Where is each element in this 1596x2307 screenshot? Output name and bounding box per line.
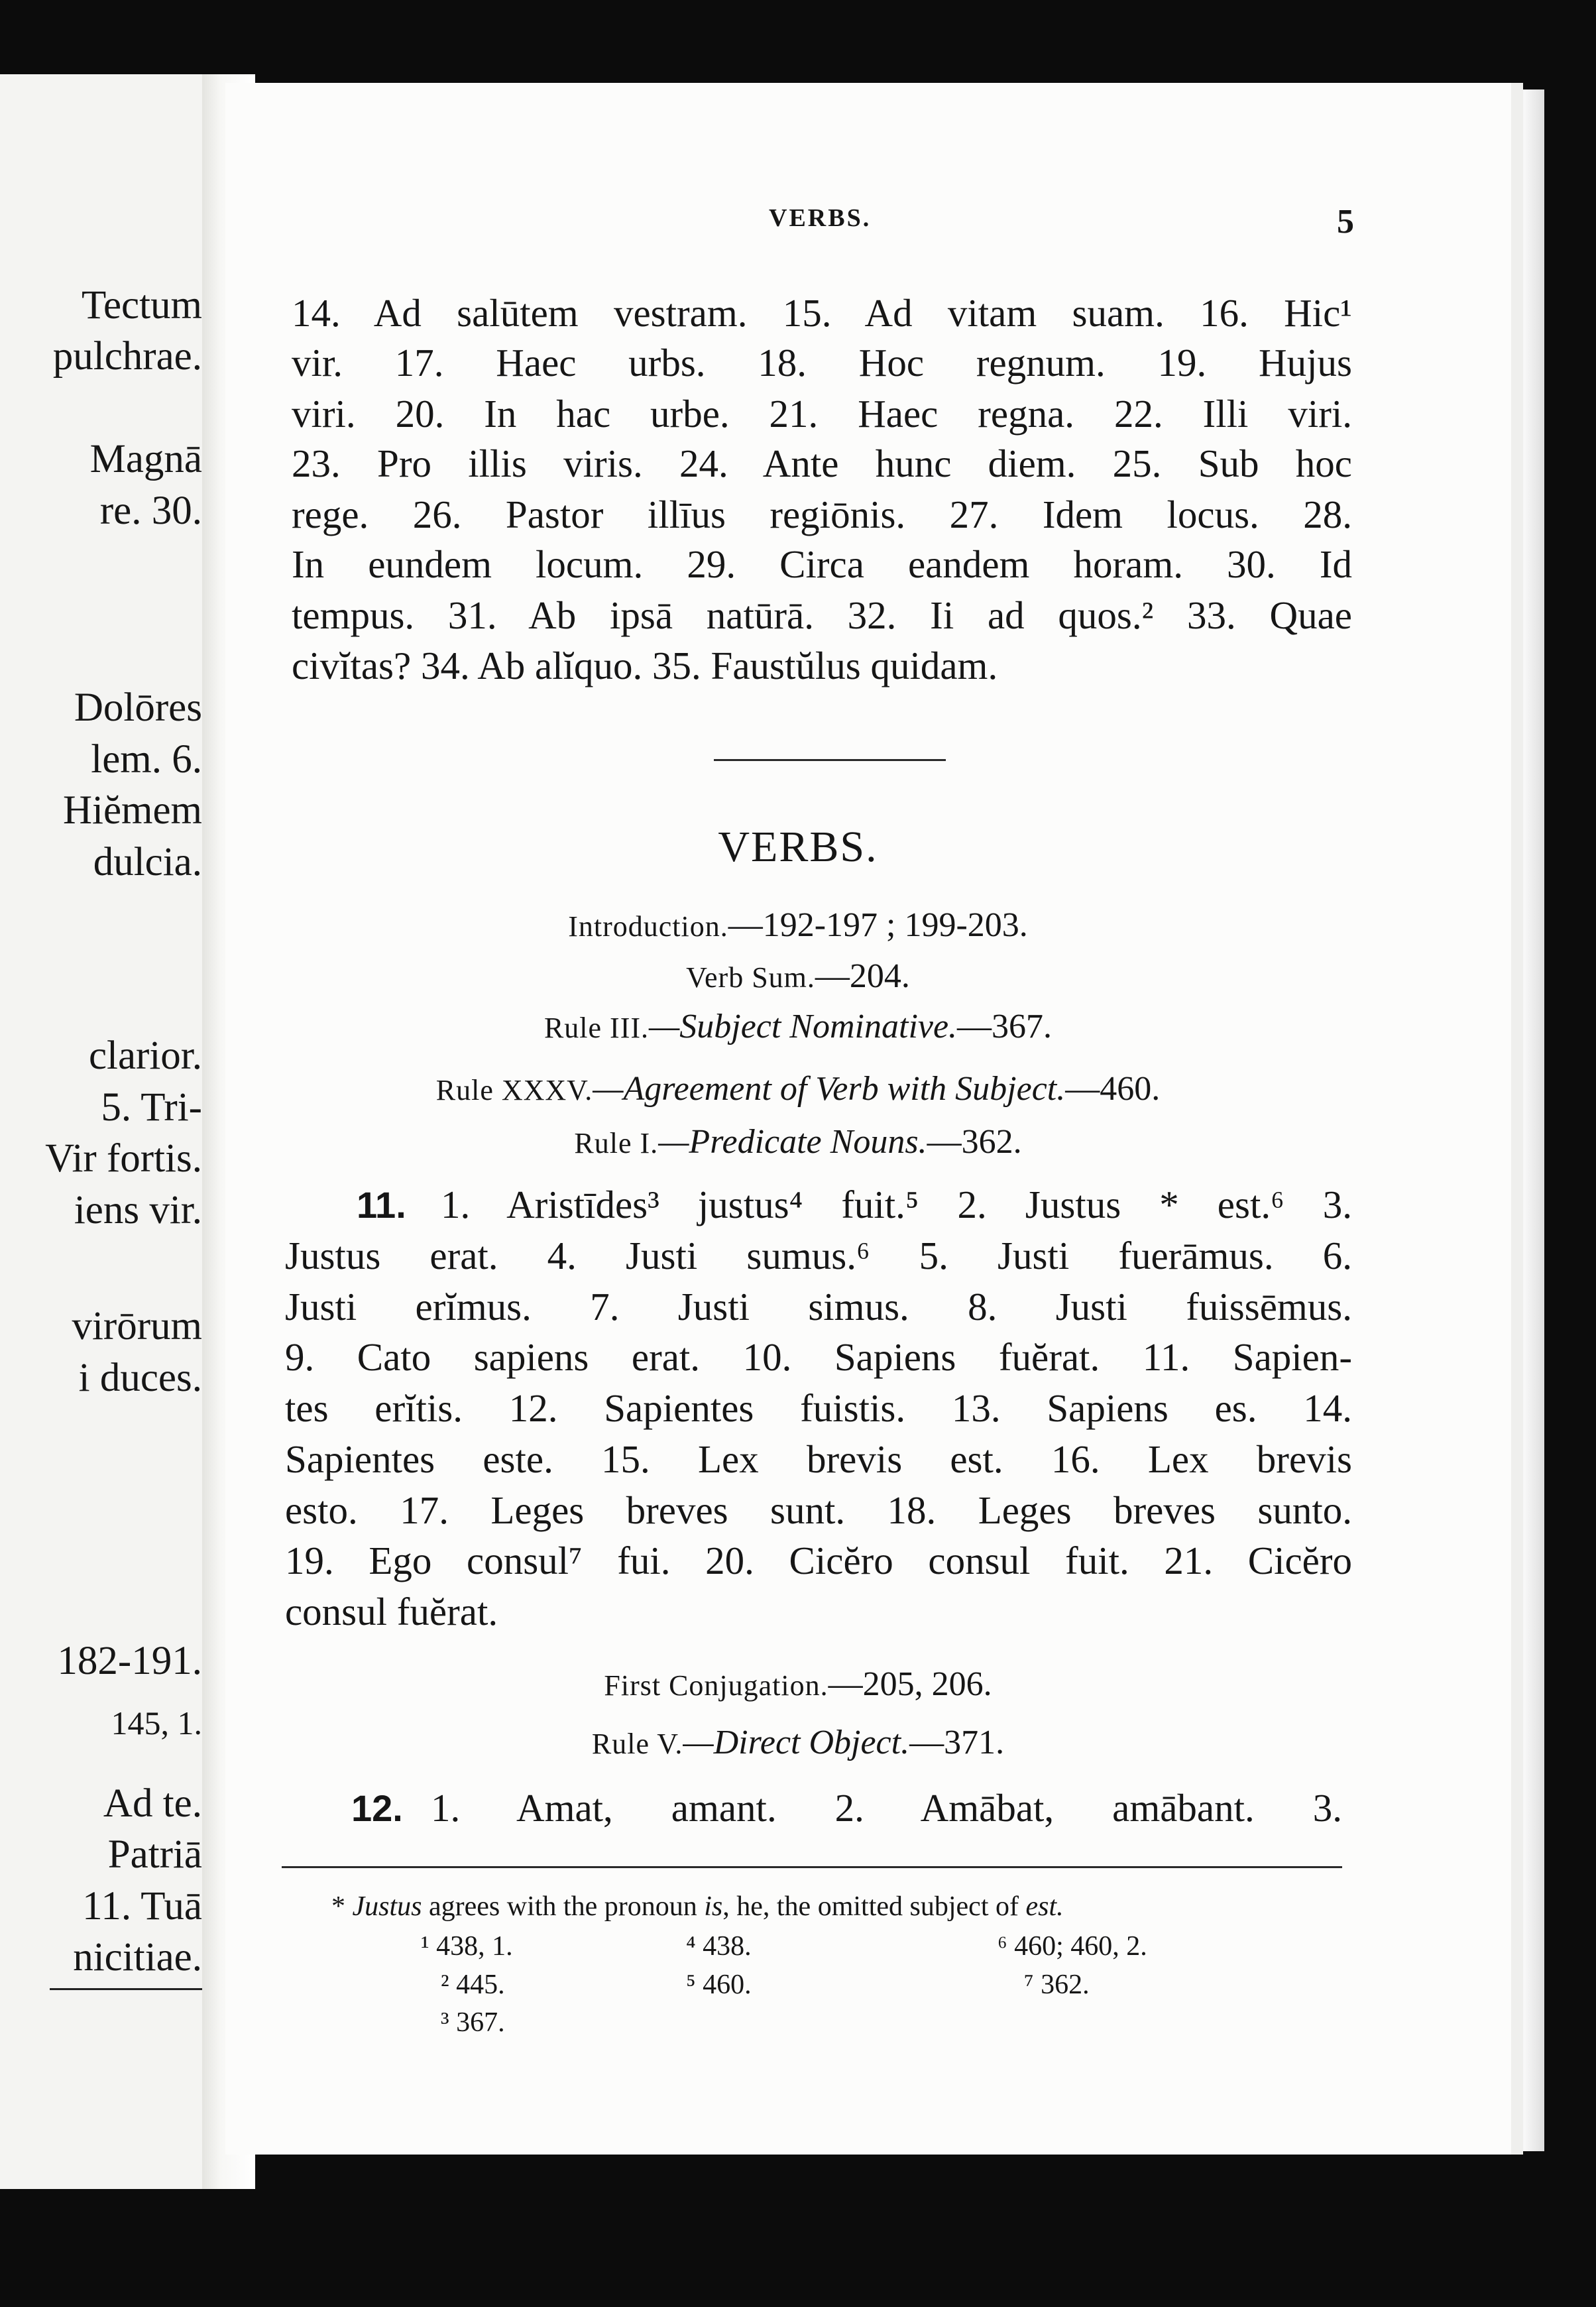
heading-label: Rule V. — [591, 1728, 683, 1760]
footnote-word: Justus — [352, 1891, 422, 1922]
heading-verb-sum — [0, 959, 1596, 994]
left-page-line: dulcia. — [93, 840, 202, 884]
footnote-star — [331, 1893, 1064, 1921]
footnote-ref: ¹ 438, 1. — [421, 1931, 513, 1962]
left-page-line: 182-191. — [57, 1639, 202, 1683]
text-line: In eundem locum. 29. Circa eandem horam. 30. Id — [292, 542, 1352, 586]
left-page-line: clarior. — [88, 1034, 202, 1078]
footnote-text: , he, the omitted subject of — [722, 1891, 1026, 1922]
text-line: civĭtas? 34. Ab alĭquo. 35. Faustŭlus quidam. — [292, 644, 998, 687]
footnote-ref: ³ 367. — [441, 2007, 505, 2038]
footnote-ref: ⁵ 460. — [686, 1970, 752, 2000]
footnote-ref: ⁷ 362. — [1024, 1970, 1090, 2000]
left-page-rule — [50, 1988, 202, 1990]
heading-title: —Subject Nominative. — [649, 1008, 958, 1045]
heading-refs: —192-197 ; 199-203. — [728, 906, 1028, 944]
left-page-line: lem. 6. — [91, 737, 202, 782]
footnote-rule — [282, 1866, 1342, 1868]
left-page-line: 145, 1. — [111, 1704, 202, 1742]
heading-label: Rule XXXV. — [435, 1074, 593, 1106]
heading-refs: —362. — [927, 1123, 1022, 1161]
text-line: 14. Ad salūtem vestram. 15. Ad vitam suam. 16. Hic¹ — [292, 291, 1352, 335]
text-line: Sapientes este. 15. Lex brevis est. 16. Lex brevis — [285, 1437, 1352, 1481]
footnote-word: est. — [1025, 1891, 1064, 1922]
left-page-line: Patriā — [107, 1832, 202, 1877]
exercise-number: 12. — [351, 1787, 403, 1829]
text-line: 23. Pro illis viris. 24. Ante hunc diem. 25. Sub hoc — [292, 442, 1352, 485]
footnote-mark: * — [331, 1891, 345, 1922]
heading-label: Introduction. — [568, 910, 728, 943]
left-page-line: Hiĕmem — [62, 788, 202, 833]
left-page-line: Vir fortis. — [45, 1136, 202, 1181]
heading-refs: —204. — [815, 957, 910, 995]
exercise-number: 11. — [357, 1184, 406, 1226]
text-line: 1. Aristīdes³ justus⁴ fuit.⁵ 2. Justus * est.⁶ 3. — [441, 1183, 1352, 1226]
text-line: consul fuĕrat. — [285, 1590, 498, 1633]
heading-introduction — [0, 908, 1596, 943]
text-line: tes erĭtis. 12. Sapientes fuistis. 13. Sapiens es. 14. — [285, 1386, 1352, 1430]
footnote-word: is — [704, 1891, 723, 1922]
heading-refs: —371. — [909, 1724, 1005, 1761]
left-page-line: Magnā — [89, 437, 202, 481]
left-page-line: i duces. — [78, 1356, 202, 1400]
heading-title: —Direct Object. — [683, 1724, 910, 1761]
left-page-line: iens vir. — [74, 1188, 202, 1232]
text-line: 9. Cato sapiens erat. 10. Sapiens fuĕrat. 11. Sapien- — [285, 1335, 1352, 1379]
heading-rule-35 — [0, 1072, 1596, 1106]
heading-title: —Predicate Nouns. — [658, 1123, 927, 1161]
heading-label: Rule III. — [543, 1012, 650, 1044]
heading-title: —Agreement of Verb with Subject. — [593, 1070, 1066, 1108]
heading-refs: —460. — [1065, 1070, 1161, 1108]
left-page-line: Tectum — [81, 283, 202, 327]
left-page-line: pulchrae. — [52, 334, 202, 379]
left-page-line: Ad te. — [103, 1781, 202, 1826]
left-page-line: 5. Tri- — [101, 1085, 202, 1130]
footnote-text: agrees with the pronoun — [422, 1891, 705, 1922]
text-line: vir. 17. Haec urbs. 18. Hoc regnum. 19. Hujus — [292, 341, 1352, 384]
section-divider — [714, 759, 946, 761]
text-line: viri. 20. In hac urbe. 21. Haec regna. 22. Illi viri. — [292, 392, 1352, 436]
text-line: 1. Amat, amant. 2. Amābat, amābant. 3. — [431, 1786, 1342, 1830]
text-line: tempus. 31. Ab ipsā natūrā. 32. Ii ad quos.² 33. Quae — [292, 593, 1352, 637]
left-page-line: virōrum — [72, 1304, 202, 1348]
text-line: esto. 17. Leges breves sunt. 18. Leges breves sunto. — [285, 1488, 1352, 1532]
heading-first-conjugation — [0, 1667, 1596, 1702]
text-line: Justus erat. 4. Justi sumus.⁶ 5. Justi fuerāmus. 6. — [285, 1234, 1352, 1277]
heading-refs: —367. — [957, 1008, 1053, 1045]
heading-rule-1 — [0, 1125, 1596, 1159]
left-page-line: nicitiae. — [73, 1935, 202, 1980]
section-title: VERBS. — [718, 823, 878, 871]
heading-label: Rule I. — [574, 1127, 659, 1159]
footnote-ref: ⁶ 460; 460, 2. — [997, 1931, 1147, 1962]
heading-refs: —205, 206. — [828, 1665, 992, 1703]
footnote-ref: ² 445. — [441, 1970, 505, 2000]
heading-label: Verb Sum. — [686, 961, 815, 994]
left-page-line: Dolōres — [74, 685, 202, 730]
page-number: 5 — [1337, 203, 1354, 241]
text-line: Justi erĭmus. 7. Justi simus. 8. Justi fuissēmus. — [285, 1285, 1352, 1329]
left-page-line: re. 30. — [99, 489, 202, 533]
heading-rule-5 — [0, 1726, 1596, 1760]
footnote-ref: ⁴ 438. — [686, 1931, 752, 1962]
text-line: rege. 26. Pastor illīus regiōnis. 27. Idem locus. 28. — [292, 493, 1352, 536]
text-line: 19. Ego consul⁷ fui. 20. Cicĕro consul fuit. 21. Cicĕro — [285, 1539, 1352, 1582]
left-page-line: 11. Tuā — [82, 1884, 202, 1928]
running-head: VERBS. — [769, 204, 872, 232]
heading-rule-3 — [0, 1010, 1596, 1044]
heading-label: First Conjugation. — [604, 1669, 828, 1702]
